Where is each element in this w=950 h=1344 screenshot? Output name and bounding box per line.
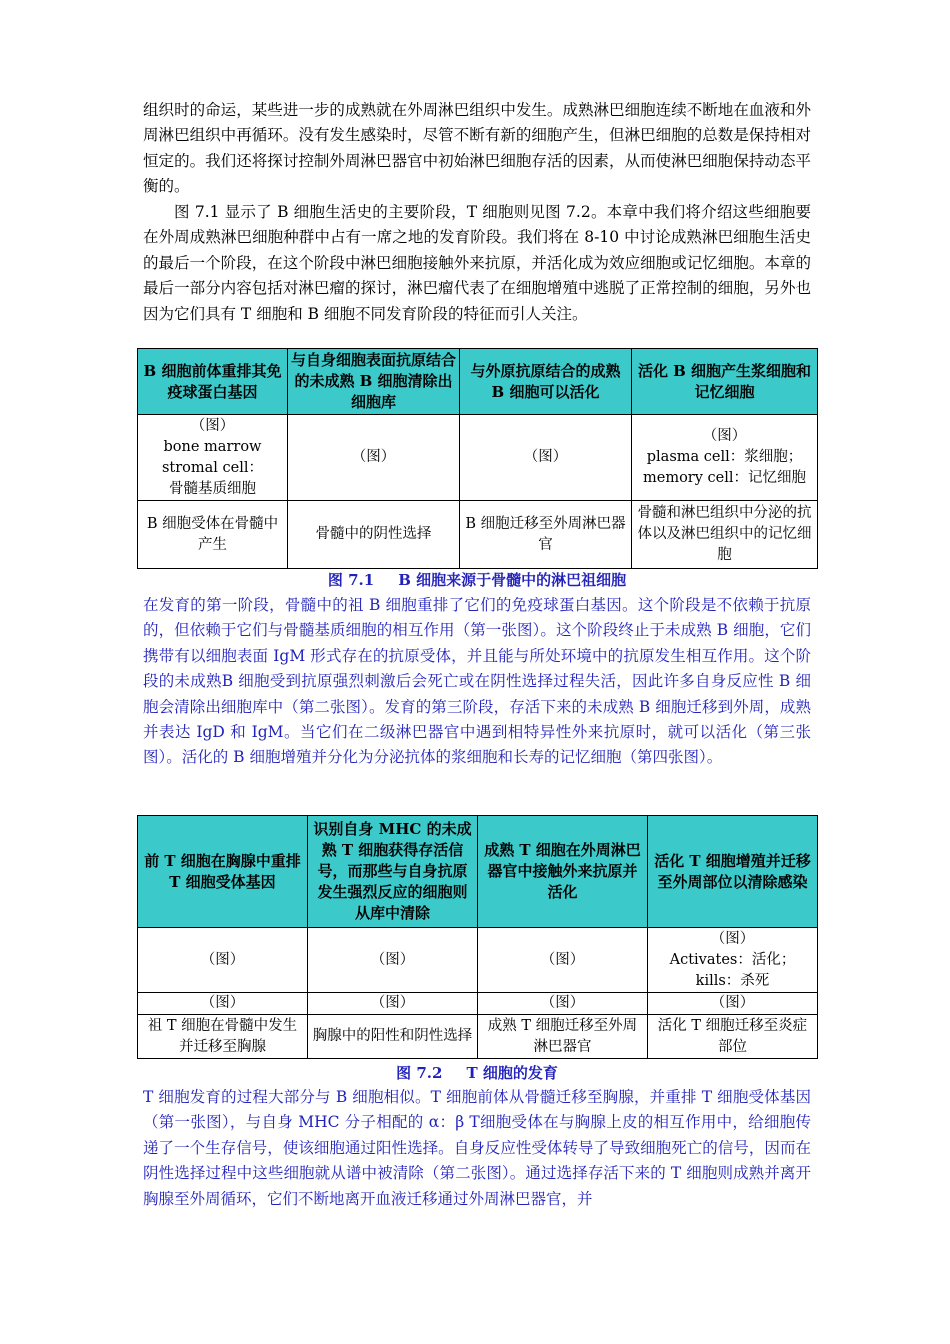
table-cell: 祖 T 细胞在骨髓中发生并迁移至胸腺	[138, 1015, 308, 1059]
table-header-cell: 成熟 T 细胞在外周淋巴器官中接触外来抗原并活化	[478, 816, 648, 928]
figure-placeholder: （图）	[702, 428, 747, 444]
figure-7-2-description: T 细胞发育的过程大部分与 B 细胞相似。T 细胞前体从骨髓迁移至胸腺，并重排 T 细胞受体基因（第一张图），与自身 MHC 分子相配的 α：β T细胞受体在与胸腺上皮的相互作用中，给细胞传递了一个生存信号，使该细胞通过阳性选择。自身反应性受体转导了导致细胞死亡的信号，因而在阴性选择过程中这些细胞就从谱中被清除（第二张图）。通过选择存活下来的 T 细胞则成熟并离开胸腺至外周循环，它们不断地离开血液迁移通过外周淋巴器官，并	[143, 1088, 811, 1208]
figure-placeholder: （图）	[308, 993, 478, 1015]
figure-placeholder: （图）	[200, 951, 245, 968]
figure-placeholder: （图）	[138, 993, 308, 1015]
table-cell: 胸腺中的阳性和阴性选择	[308, 1015, 478, 1059]
cell-label: kills：杀死	[695, 972, 770, 989]
table-header-cell: 活化 B 细胞产生浆细胞和记忆细胞	[632, 349, 818, 415]
table-header-cell: 活化 T 细胞增殖并迁移至外周部位以清除感染	[648, 816, 818, 928]
figure-cell	[288, 415, 460, 501]
figure-placeholder: （图）	[648, 993, 818, 1015]
caption-number: 图 7.1	[327, 571, 375, 589]
table-cell: 骨髓中的阴性选择	[288, 501, 460, 569]
body-paragraph-2: 图 7.1 显示了 B 细胞生活史的主要阶段，T 细胞则见图 7.2。本章中我们将介绍这些细胞要在外周成熟淋巴细胞种群中占有一席之地的发育阶段。我们将在 8-10 中讨论成熟淋巴细胞生活史的最后一个阶段，在这个阶段中淋巴细胞接触外来抗原，并活化成为效应细胞或记忆细胞。本章的最后一部分内容包括对淋巴瘤的探讨，淋巴瘤代表了在细胞增殖中逃脱了正常控制的细胞，另外也因为它们具有 T 细胞和 B 细胞不同发育阶段的特征而引人关注。	[143, 203, 811, 323]
table-cell: B 细胞受体在骨髓中产生	[138, 501, 288, 569]
figure-7-2-header-row	[138, 816, 818, 928]
figure-cell	[632, 415, 818, 501]
figure-cell	[308, 928, 478, 993]
table-header-cell: B 细胞前体重排其免疫球蛋白基因	[138, 349, 288, 415]
table-header-cell: 前 T 细胞在胸腺中重排 T 细胞受体基因	[138, 816, 308, 928]
table-cell: 骨髓和淋巴组织中分泌的抗体以及淋巴组织中的记忆细胞	[632, 501, 818, 569]
caption-title: T 细胞的发育	[466, 1064, 558, 1082]
figure-7-1-description: 在发育的第一阶段，骨髓中的祖 B 细胞重排了它们的免疫球蛋白基因。这个阶段是不依赖于抗原的，但依赖于它们与骨髓基质细胞的相互作用（第一张图）。这个阶段终止于未成熟 B 细胞，它们携带有以细胞表面 IgM 形式存在的抗原受体，并且能与所处环境中的抗原发生相互作用。这个阶段的未成熟B 细胞受到抗原强烈刺激后会死亡或在阴性选择过程失活，因此许多自身反应性 B 细胞会清除出细胞库中（第二张图）。发育的第三阶段，存活下来的未成熟 B 细胞迁移到外周，成熟并表达 IgD 和 IgM。当它们在二级淋巴器官中遇到相特异性外来抗原时，就可以活化（第三张图）。活化的 B 细胞增殖并分化为分泌抗体的浆细胞和长寿的记忆细胞（第四张图）。	[143, 596, 811, 767]
figure-cell	[138, 928, 308, 993]
figure-7-2-image-row	[138, 928, 818, 993]
figure-cell	[460, 415, 632, 501]
caption-title: B 细胞来源于骨髓中的淋巴祖细胞	[398, 571, 627, 589]
figure-cell	[138, 415, 288, 501]
figure-placeholder: （图）	[710, 930, 755, 947]
cell-label: 骨髓基质细胞	[169, 480, 256, 497]
body-paragraph-1: 组织时的命运，某些进一步的成熟就在外周淋巴组织中发生。成熟淋巴细胞连续不断地在血液和外周淋巴组织中再循环。没有发生感染时，尽管不断有新的细胞产生，但淋巴细胞的总数是保持相对恒定的。我们还将探讨控制外周淋巴器官中初始淋巴细胞存活的因素，从而使淋巴细胞保持动态平衡的。	[143, 101, 811, 196]
figure-7-1-description-row	[138, 501, 818, 569]
table-cell: 成熟 T 细胞迁移至外周淋巴器官	[478, 1015, 648, 1059]
figure-placeholder: （图）	[351, 449, 396, 465]
caption-number: 图 7.2	[396, 1064, 443, 1082]
figure-placeholder: （图）	[190, 417, 235, 434]
cell-label: plasma cell：浆细胞；	[646, 449, 803, 465]
figure-7-2-table	[137, 815, 818, 1059]
cell-label: stromal cell：	[161, 459, 264, 476]
figure-7-1-caption	[137, 569, 817, 590]
table-header-cell: 与外原抗原结合的成熟 B 细胞可以活化	[460, 349, 632, 415]
table-cell: B 细胞迁移至外周淋巴器官	[460, 501, 632, 569]
figure-7-1-table	[137, 348, 818, 569]
figure-7-2-description-row	[138, 1015, 818, 1059]
figure-placeholder: （图）	[540, 951, 585, 968]
figure-7-1-image-row	[138, 415, 818, 501]
figure-placeholder: （图）	[523, 449, 568, 465]
figure-7-2-image-row-2	[138, 993, 818, 1015]
cell-label: bone marrow	[163, 438, 262, 455]
figure-cell	[648, 928, 818, 993]
figure-placeholder: （图）	[478, 993, 648, 1015]
cell-label: memory cell：记忆细胞	[642, 470, 807, 486]
figure-7-1-header-row	[138, 349, 818, 415]
table-cell: 活化 T 细胞迁移至炎症部位	[648, 1015, 818, 1059]
figure-placeholder: （图）	[370, 951, 415, 968]
cell-label: Activates：活化；	[669, 951, 796, 968]
table-header-cell: 与自身细胞表面抗原结合的未成熟 B 细胞清除出细胞库	[288, 349, 460, 415]
table-header-cell: 识别自身 MHC 的未成熟 T 细胞获得存活信号，而那些与自身抗原发生强烈反应的细胞则从库中清除	[308, 816, 478, 928]
figure-7-2-caption	[137, 1062, 817, 1083]
figure-cell	[478, 928, 648, 993]
